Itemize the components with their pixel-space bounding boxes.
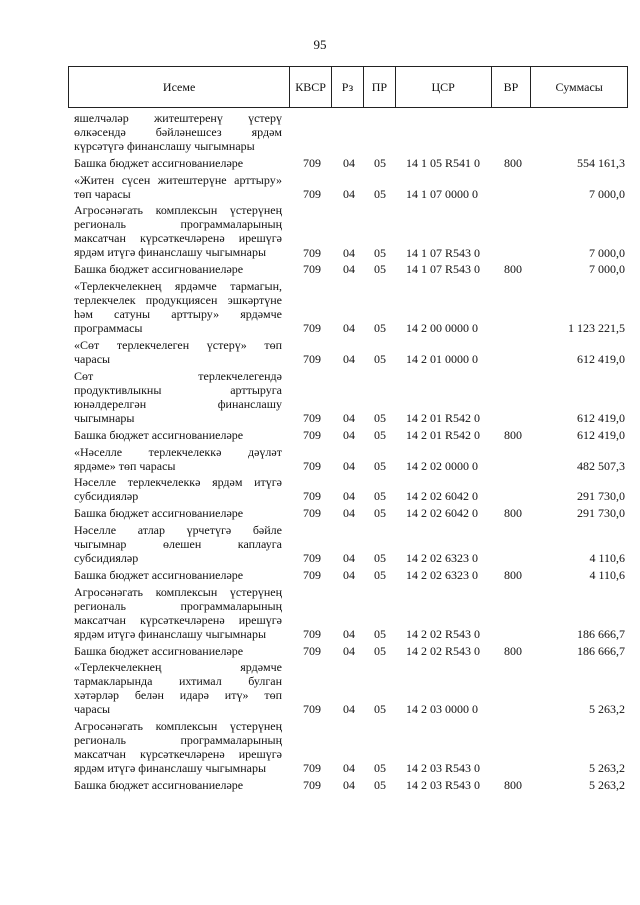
row-name-line: максатчан күрсәткечләренә ирешүгә: [74, 231, 282, 246]
row-name-line: программасы: [74, 321, 143, 336]
table-header: [68, 66, 628, 108]
table-row: [0, 644, 640, 658]
row-name: [74, 475, 282, 503]
row-name-line: субсидияләр: [74, 489, 139, 504]
row-name-line: продуктивлыкны арттыруга: [74, 382, 282, 397]
row-csr: 14 1 05 R541 0: [406, 155, 481, 170]
row-name-line: чыгымнары: [74, 410, 135, 425]
row-pr: 05: [374, 702, 386, 717]
row-rz: 04: [343, 702, 355, 717]
row-sum: 5 263,2: [589, 778, 625, 793]
row-sum: 1 123 221,5: [568, 321, 625, 336]
row-rz: 04: [343, 506, 355, 521]
row-pr: 05: [374, 245, 386, 260]
row-name: [74, 279, 282, 335]
row-sum: 186 666,7: [577, 643, 625, 658]
row-name-line: субсидияләр: [74, 550, 139, 565]
row-vr: 800: [504, 155, 522, 170]
row-name-line: Башка бюджет ассигнованиеләре: [74, 567, 244, 582]
row-kvsr: 709: [303, 643, 321, 658]
row-kvsr: 709: [303, 567, 321, 582]
table-row: [0, 660, 640, 716]
header-name: Исеме: [69, 67, 290, 107]
row-pr: 05: [374, 411, 386, 426]
row-csr: 14 2 02 6323 0: [406, 567, 478, 582]
row-sum: 4 110,6: [589, 567, 625, 582]
row-name-line: Агросәнәгать комплексын үстерүнең: [74, 584, 282, 599]
row-name-line: терлекчелек продукциясен эшкәртүне: [74, 293, 282, 308]
row-csr: 14 2 01 R542 0: [406, 411, 481, 426]
row-pr: 05: [374, 489, 386, 504]
row-kvsr: 709: [303, 778, 321, 793]
row-name-line: ярдәм итүгә финанслашу чыгымнары: [74, 761, 267, 776]
row-name: [74, 203, 282, 259]
row-vr: 800: [504, 778, 522, 793]
row-sum: 554 161,3: [577, 155, 625, 170]
row-sum: 5 263,2: [589, 761, 625, 776]
row-csr: 14 2 02 0000 0: [406, 458, 478, 473]
table-row: [0, 506, 640, 520]
row-sum: 5 263,2: [589, 702, 625, 717]
row-name-line: Сөт терлекчелегендә: [74, 368, 282, 383]
row-name-line: ярдәм итүгә финанслашу чыгымнары: [74, 245, 267, 260]
row-pr: 05: [374, 155, 386, 170]
table-row: [0, 719, 640, 775]
row-rz: 04: [343, 551, 355, 566]
row-pr: 05: [374, 567, 386, 582]
row-sum: 7 000,0: [589, 186, 625, 201]
row-name: [74, 428, 282, 442]
row-kvsr: 709: [303, 155, 321, 170]
row-kvsr: 709: [303, 506, 321, 521]
header-rz: Рз: [332, 67, 364, 107]
row-rz: 04: [343, 186, 355, 201]
table-row: [0, 338, 640, 366]
row-vr: 800: [504, 262, 522, 277]
row-name: [74, 506, 282, 520]
row-csr: 14 2 01 R542 0: [406, 427, 481, 442]
row-name: [74, 173, 282, 201]
row-pr: 05: [374, 643, 386, 658]
row-name-line: Башка бюджет ассигнованиеләре: [74, 506, 244, 521]
row-name: [74, 369, 282, 425]
row-name-line: «Нәселле терлекчелеккә дәүләт: [74, 444, 282, 459]
row-name: [74, 660, 282, 716]
row-name: [74, 338, 282, 366]
row-csr: 14 1 07 R543 0: [406, 262, 481, 277]
row-name-line: яшелчәләр житештеренү үстерү: [74, 111, 282, 125]
row-name-line: региональ программаларының: [74, 598, 282, 613]
table-row: [0, 111, 640, 153]
table-row: [0, 173, 640, 201]
row-csr: 14 2 02 R543 0: [406, 626, 481, 641]
row-vr: 800: [504, 643, 522, 658]
row-sum: 291 730,0: [577, 489, 625, 504]
table-row: [0, 262, 640, 276]
row-name-line: Агросәнәгать комплексын үстерүнең: [74, 719, 282, 734]
row-name: [74, 523, 282, 565]
row-csr: 14 2 03 R543 0: [406, 761, 481, 776]
row-rz: 04: [343, 761, 355, 776]
row-csr: 14 2 02 R543 0: [406, 643, 481, 658]
row-kvsr: 709: [303, 702, 321, 717]
table-row: [0, 523, 640, 565]
row-name-line: ярдәм итүгә финанслашу чыгымнары: [74, 626, 267, 641]
row-name-line: юнәлдерелгән финанслашу: [74, 396, 282, 411]
row-name-line: һәм сатуны арттыру» ярдәмче: [74, 307, 282, 322]
table-row: [0, 279, 640, 335]
header-sum: Суммасы: [555, 79, 603, 94]
header-kvsr: КВСР: [290, 67, 332, 107]
row-vr: 800: [504, 506, 522, 521]
page-number: 95: [313, 37, 327, 52]
row-name-line: «Сөт терлекчелеген үстерү» төп: [74, 338, 282, 353]
table-row: [0, 156, 640, 170]
row-rz: 04: [343, 489, 355, 504]
row-name-line: региональ программаларының: [74, 733, 282, 748]
row-name: [74, 445, 282, 473]
table-row: [0, 428, 640, 442]
row-csr: 14 2 02 6042 0: [406, 489, 478, 504]
row-name-line: «Терлекчелекнең ярдәмче тармагын,: [74, 279, 282, 294]
row-rz: 04: [343, 427, 355, 442]
row-name-line: өлкәсендә бәйләнешсез ярдәм: [74, 125, 282, 139]
row-name-line: максатчан күрсәткечләренә ирешүгә: [74, 612, 282, 627]
row-pr: 05: [374, 352, 386, 367]
row-kvsr: 709: [303, 551, 321, 566]
row-sum: 186 666,7: [577, 626, 625, 641]
row-kvsr: 709: [303, 427, 321, 442]
row-rz: 04: [343, 245, 355, 260]
row-kvsr: 709: [303, 626, 321, 641]
row-csr: 14 2 03 R543 0: [406, 778, 481, 793]
row-kvsr: 709: [303, 458, 321, 473]
row-name-line: хәтәрләр белән идарә итү» төп: [74, 688, 282, 703]
row-kvsr: 709: [303, 321, 321, 336]
row-name-line: Агросәнәгать комплексын үстерүнең: [74, 203, 282, 218]
table-row: [0, 585, 640, 641]
table-row: [0, 445, 640, 473]
row-kvsr: 709: [303, 245, 321, 260]
row-csr: 14 2 00 0000 0: [406, 321, 478, 336]
row-name: [74, 568, 282, 582]
row-csr: 14 1 07 R543 0: [406, 245, 481, 260]
row-name: [74, 778, 282, 792]
header-pr: ПР: [364, 67, 396, 107]
row-name-line: Башка бюджет ассигнованиеләре: [74, 427, 244, 442]
table-row: [0, 568, 640, 582]
row-kvsr: 709: [303, 411, 321, 426]
row-rz: 04: [343, 155, 355, 170]
row-rz: 04: [343, 352, 355, 367]
row-sum: 612 419,0: [577, 352, 625, 367]
row-csr: 14 1 07 0000 0: [406, 186, 478, 201]
row-name-line: тармакларында ихтимал булган: [74, 674, 282, 689]
row-name: [74, 111, 282, 153]
row-rz: 04: [343, 643, 355, 658]
row-csr: 14 2 03 0000 0: [406, 702, 478, 717]
row-sum: 612 419,0: [577, 427, 625, 442]
row-rz: 04: [343, 262, 355, 277]
row-csr: 14 2 02 6323 0: [406, 551, 478, 566]
row-name-line: Нәселле терлекчелеккә ярдәм итүгә: [74, 475, 282, 490]
row-csr: 14 2 01 0000 0: [406, 352, 478, 367]
header-csr: ЦСР: [396, 67, 492, 107]
row-name-line: Нәселле атлар үрчетүгә бәйле: [74, 522, 282, 537]
row-name-line: «Терлекчелекнең ярдәмче: [74, 660, 282, 675]
row-name-line: чарасы: [74, 702, 111, 717]
row-rz: 04: [343, 626, 355, 641]
row-pr: 05: [374, 626, 386, 641]
row-kvsr: 709: [303, 186, 321, 201]
row-pr: 05: [374, 186, 386, 201]
row-kvsr: 709: [303, 352, 321, 367]
row-csr: 14 2 02 6042 0: [406, 506, 478, 521]
row-name-line: региональ программаларының: [74, 217, 282, 232]
row-pr: 05: [374, 262, 386, 277]
row-pr: 05: [374, 427, 386, 442]
row-pr: 05: [374, 761, 386, 776]
table-row: [0, 369, 640, 425]
row-sum: 7 000,0: [589, 262, 625, 277]
row-name-line: күрсәтүгә финанслашу чыгымнары: [74, 139, 255, 153]
row-pr: 05: [374, 551, 386, 566]
row-kvsr: 709: [303, 761, 321, 776]
row-sum: 7 000,0: [589, 245, 625, 260]
row-vr: 800: [504, 567, 522, 582]
row-name-line: Башка бюджет ассигнованиеләре: [74, 262, 244, 277]
row-name-line: чыгымнар өлешен каплауга: [74, 536, 282, 551]
row-name-line: максатчан күрсәткечләренә ирешүгә: [74, 747, 282, 762]
table-row: [0, 475, 640, 503]
row-vr: 800: [504, 427, 522, 442]
row-pr: 05: [374, 506, 386, 521]
row-name-line: чарасы: [74, 352, 111, 367]
row-name-line: Башка бюджет ассигнованиеләре: [74, 778, 244, 793]
row-sum: 482 507,3: [577, 458, 625, 473]
row-rz: 04: [343, 458, 355, 473]
row-rz: 04: [343, 778, 355, 793]
row-name-line: «Житен сүсен житештерүне арттыру»: [74, 172, 282, 187]
row-kvsr: 709: [303, 262, 321, 277]
table-row: [0, 203, 640, 259]
row-name: [74, 262, 282, 276]
row-name: [74, 585, 282, 641]
header-vr: ВР: [492, 67, 532, 107]
row-name-line: Башка бюджет ассигнованиеләре: [74, 155, 244, 170]
row-name-line: ярдәме» төп чарасы: [74, 458, 176, 473]
row-pr: 05: [374, 321, 386, 336]
table-row: [0, 778, 640, 792]
row-name: [74, 156, 282, 170]
row-rz: 04: [343, 567, 355, 582]
row-sum: 291 730,0: [577, 506, 625, 521]
row-name: [74, 719, 282, 775]
row-pr: 05: [374, 458, 386, 473]
row-kvsr: 709: [303, 489, 321, 504]
row-name-line: Башка бюджет ассигнованиеләре: [74, 643, 244, 658]
row-sum: 612 419,0: [577, 411, 625, 426]
row-rz: 04: [343, 411, 355, 426]
row-sum: 4 110,6: [589, 551, 625, 566]
row-rz: 04: [343, 321, 355, 336]
row-name: [74, 644, 282, 658]
row-pr: 05: [374, 778, 386, 793]
row-name-line: төп чарасы: [74, 186, 131, 201]
